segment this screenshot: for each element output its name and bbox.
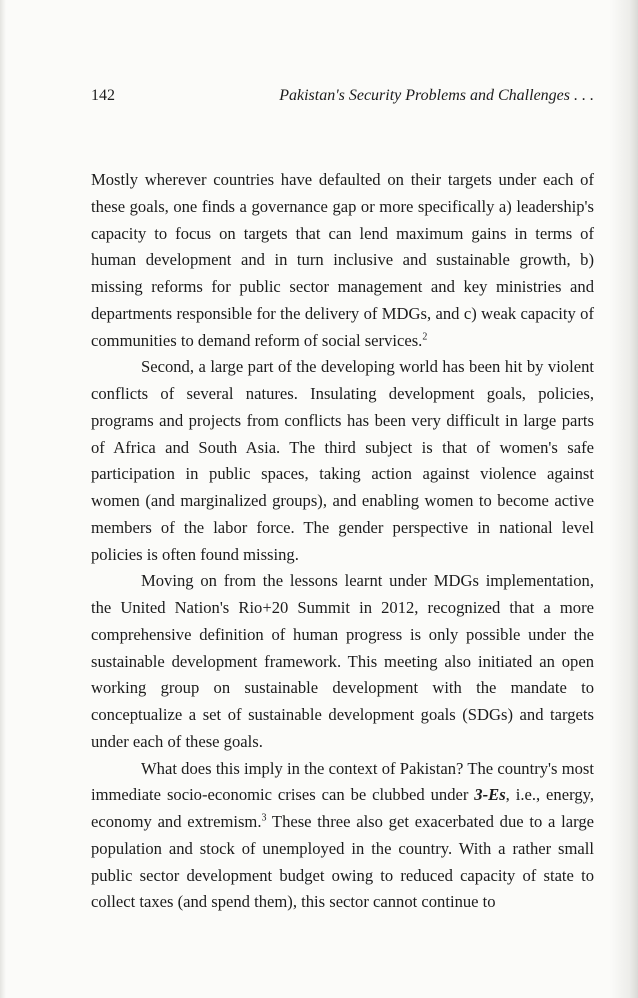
paragraph-4-text-middle: , i.e., energy, economy and extremism. [91, 785, 594, 831]
footnote-ref-3: 3 [261, 812, 267, 824]
footnote-ref-2: 2 [422, 330, 428, 342]
paragraph-4-text-before: What does this imply in the context of Pakistan? The country's most immediate socio-economic crises can be clubbed under [91, 758, 594, 805]
paragraph-1 [91, 167, 594, 354]
page-number: 142 [91, 87, 115, 104]
page-edge-shadow-left [0, 0, 6, 998]
running-title: Pakistan's Security Problems and Challenges . . . [279, 87, 594, 104]
paragraph-4-text-after: These three also get exacerbated due to a large population and stock of unemployed in the country. With a rather small public sector development budget owing to reduced capacity of state to collect taxes (and spend them), this sector cannot continue to [91, 812, 595, 912]
paragraph-2: Second, a large part of the developing world has been hit by violent conflicts of several natures. Insulating development goals, policies, programs and projects from conflicts has been very difficult in large parts of Africa and South Asia. The third subject is that of women's safe participation in public spaces, taking action against violence against women (and marginalized groups), and enabling women to become active members of the labor force. The gender perspective in national level policies is often found missing. [91, 357, 594, 564]
paragraph-3: Moving on from the lessons learnt under MDGs implementation, the United Nation's Rio+20 Summit in 2012, recognized that a more comprehensive definition of human progress is only possible under the sustainable development framework. This meeting also initiated an open working group on sustainable development with the mandate to conceptualize a set of sustainable development goals (SDGs) and targets under each of these goals. [91, 571, 594, 751]
running-header [91, 84, 594, 108]
body-text [91, 167, 594, 916]
paragraph-4 [91, 756, 594, 917]
page-edge-shadow-right [610, 0, 638, 998]
paragraph-1-text: Mostly wherever countries have defaulted on their targets under each of these goals, one finds a governance gap or more specifically a) leadership's capacity to focus on targets that can lend maximum gains in terms of human development and in turn inclusive and sustainable growth, b) missing reforms for public sector management and key ministries and departments responsible for the delivery of MDGs, and c) weak capacity of communities to demand reform of social services. [91, 170, 594, 350]
emphasis-3-es: 3-Es [474, 785, 506, 805]
